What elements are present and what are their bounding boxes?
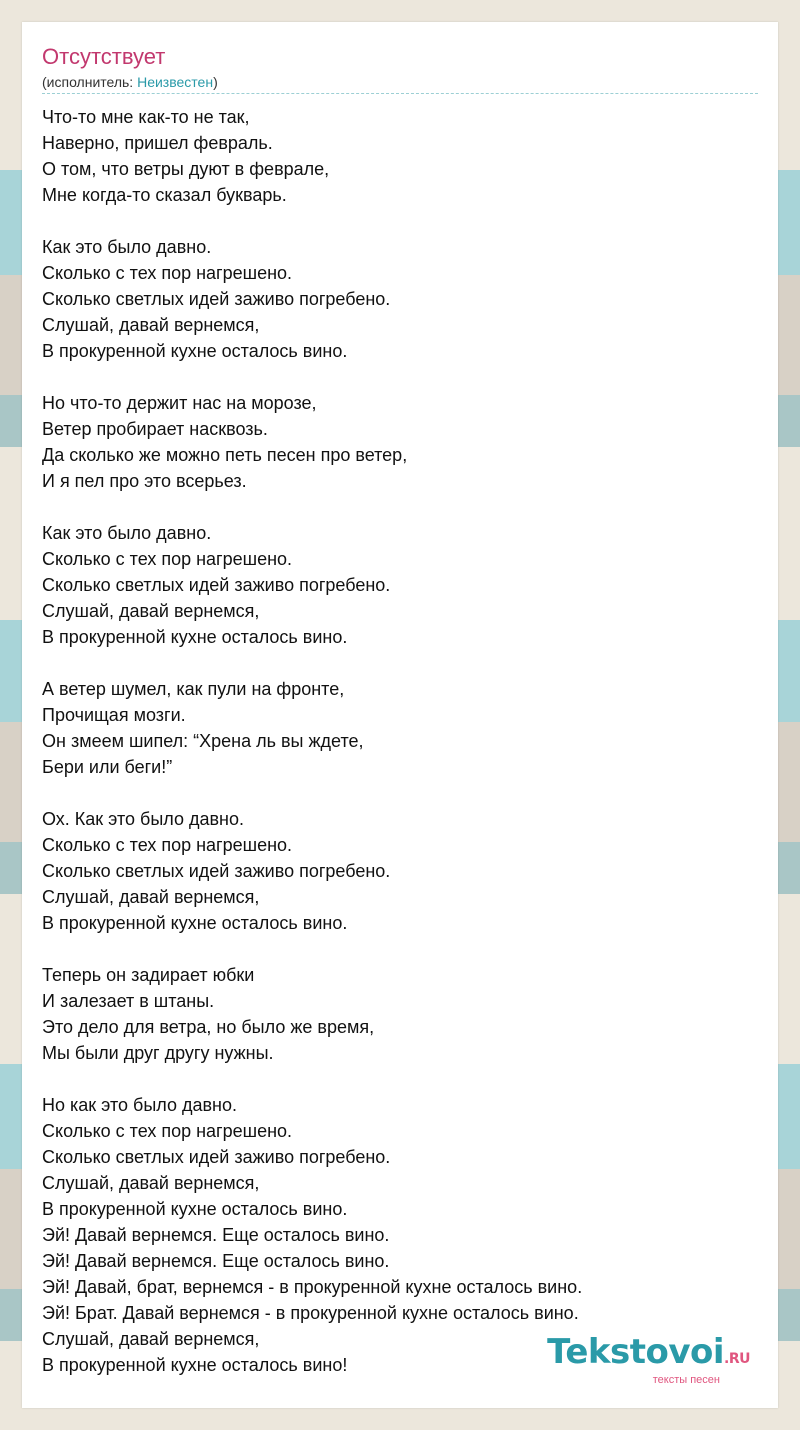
lyrics-card	[22, 22, 778, 1408]
lyric-line: Сколько с тех пор нагрешено.	[42, 549, 293, 569]
lyric-line: И я пел про это всерьез.	[42, 471, 247, 491]
lyric-line: Сколько светлых идей заживо погребено.	[42, 289, 391, 309]
artist-line	[42, 73, 218, 91]
lyric-line: Эй! Давай вернемся. Еще осталось вино.	[42, 1251, 390, 1271]
logo-name: Tekstovoi	[547, 1332, 725, 1372]
lyric-line: Прочищая мозги.	[42, 705, 186, 725]
lyric-line: Но как это было давно.	[42, 1095, 238, 1115]
lyric-line	[42, 1066, 758, 1092]
lyric-line	[42, 650, 758, 676]
lyric-line: Сколько светлых идей заживо погребено.	[42, 575, 391, 595]
lyric-line: Как это было давно.	[42, 523, 212, 543]
lyric-line: Теперь он задирает юбки	[42, 965, 255, 985]
lyric-line: О том, что ветры дуют в феврале,	[42, 159, 330, 179]
lyric-line: Слушай, давай вернемся,	[42, 1329, 260, 1349]
lyric-line: В прокуренной кухне осталось вино.	[42, 341, 348, 361]
artist-suffix: )	[213, 74, 218, 90]
lyric-line: Что-то мне как-то не так,	[42, 107, 250, 127]
lyric-line: В прокуренной кухне осталось вино.	[42, 1199, 348, 1219]
lyric-line	[42, 780, 758, 806]
lyric-line	[42, 494, 758, 520]
lyric-line: В прокуренной кухне осталось вино!	[42, 1355, 348, 1375]
lyric-line: Слушай, давай вернемся,	[42, 601, 260, 621]
lyric-line: А ветер шумел, как пули на фронте,	[42, 679, 345, 699]
lyric-line: Сколько светлых идей заживо погребено.	[42, 861, 391, 881]
logo-tld: .RU	[724, 1351, 750, 1367]
artist-link[interactable]: Неизвестен	[137, 74, 214, 90]
lyric-line: Сколько светлых идей заживо погребено.	[42, 1147, 391, 1167]
logo-tagline: тексты песен	[652, 1374, 720, 1386]
artist-prefix: (исполнитель:	[42, 74, 138, 90]
lyric-line: Он змеем шипел: “Хрена ль вы ждете,	[42, 731, 364, 751]
lyric-line: Бери или беги!”	[42, 757, 173, 777]
lyric-line: Мы были друг другу нужны.	[42, 1043, 274, 1063]
lyric-line: Ох. Как это было давно.	[42, 809, 245, 829]
lyric-line: Это дело для ветра, но было же время,	[42, 1017, 375, 1037]
site-logo[interactable]	[547, 1332, 750, 1386]
lyric-line	[42, 364, 758, 390]
lyric-line: Эй! Давай вернемся. Еще осталось вино.	[42, 1225, 390, 1245]
lyric-line: Слушай, давай вернемся,	[42, 315, 260, 335]
lyric-line: Но что-то держит нас на морозе,	[42, 393, 317, 413]
lyric-line: Эй! Брат. Давай вернемся - в прокуренной кухне осталось вино.	[42, 1303, 579, 1323]
lyric-line: Эй! Давай, брат, вернемся - в прокуренной кухне осталось вино.	[42, 1277, 583, 1297]
lyric-line: Ветер пробирает насквозь.	[42, 419, 268, 439]
lyric-line: Как это было давно.	[42, 237, 212, 257]
lyric-line: И залезает в штаны.	[42, 991, 215, 1011]
lyric-line: В прокуренной кухне осталось вино.	[42, 627, 348, 647]
lyric-line: В прокуренной кухне осталось вино.	[42, 913, 348, 933]
lyric-line: Сколько с тех пор нагрешено.	[42, 1121, 293, 1141]
lyric-line: Сколько с тех пор нагрешено.	[42, 263, 293, 283]
song-title: Отсутствует	[42, 44, 166, 69]
lyric-line: Мне когда-то сказал букварь.	[42, 185, 287, 205]
lyric-line: Да сколько же можно петь песен про ветер,	[42, 445, 408, 465]
lyric-line: Наверно, пришел февраль.	[42, 133, 273, 153]
title-divider	[42, 93, 758, 94]
lyric-line: Сколько с тех пор нагрешено.	[42, 835, 293, 855]
lyric-line: Слушай, давай вернемся,	[42, 887, 260, 907]
lyric-line: Слушай, давай вернемся,	[42, 1173, 260, 1193]
lyrics-text	[42, 104, 758, 1378]
lyric-line	[42, 208, 758, 234]
lyric-line	[42, 936, 758, 962]
